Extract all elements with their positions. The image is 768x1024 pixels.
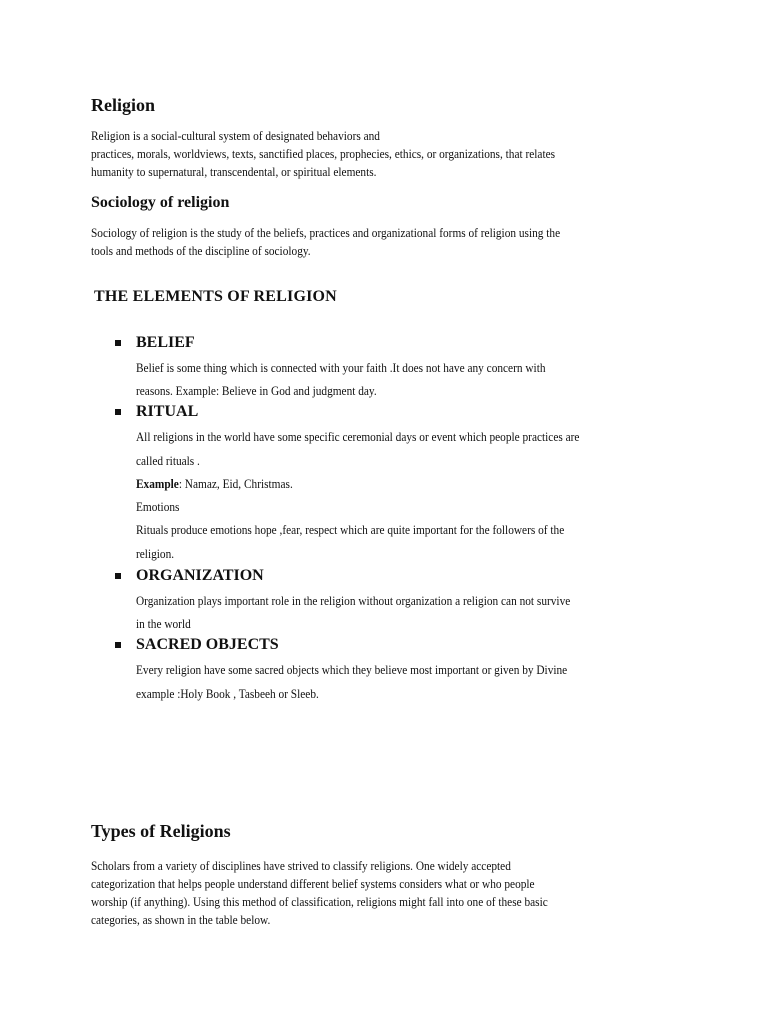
types-line-3: worship (if anything). Using this method of classification, religions might fall into one of these basic [91,895,548,909]
types-line-2: categorization that helps people understand different belief systems considers what or who people [91,877,535,891]
sociology-heading: Sociology of religion [91,194,230,211]
bullet-square-icon [115,409,121,415]
bullet-square-icon [115,642,121,648]
organization-line-1: Organization plays important role in the religion without organization a religion can not survive [136,594,571,608]
types-heading: Types of Religions [91,821,231,841]
bullet-square-icon [115,340,121,346]
ritual-example-line [136,473,293,496]
religion-line-1: Religion is a social-cultural system of designated behaviors and [91,129,380,143]
ritual-line-2: called rituals . [136,454,200,468]
bullet-square-icon [115,573,121,579]
sacred-objects-line-2: example :Holy Book , Tasbeeh or Sleeb. [136,687,319,701]
ritual-line-1: All religions in the world have some specific ceremonial days or event which people practices are [136,430,580,444]
sacred-objects-line-1: Every religion have some sacred objects which they believe most important or given by Divine [136,663,568,677]
religion-heading: Religion [91,95,156,115]
organization-line-2: in the world [136,617,191,631]
emotions-line-1: Rituals produce emotions hope ,fear, respect which are quite important for the followers of the [136,523,565,537]
belief-title: BELIEF [136,334,195,351]
emotions-line-2: religion. [136,547,175,561]
ritual-title: RITUAL [136,403,199,420]
types-line-1: Scholars from a variety of disciplines have strived to classify religions. One widely accepted [91,859,511,873]
types-line-4: categories, as shown in the table below. [91,913,271,927]
organization-title: ORGANIZATION [136,567,264,584]
sociology-line-1: Sociology of religion is the study of the beliefs, practices and organizational forms of religion using the [91,226,561,240]
religion-line-3: humanity to supernatural, transcendental, or spiritual elements. [91,165,377,179]
sociology-line-2: tools and methods of the discipline of sociology. [91,244,311,258]
belief-line-2: reasons. Example: Believe in God and judgment day. [136,384,377,398]
belief-line-1: Belief is some thing which is connected with your faith .It does not have any concern with [136,361,546,375]
emotions-label: Emotions [136,500,180,514]
example-text: : Namaz, Eid, Christmas. [178,477,293,491]
sacred-objects-title: SACRED OBJECTS [136,636,279,653]
religion-line-2: practices, morals, worldviews, texts, sanctified places, prophecies, ethics, or organizations, that relates [91,147,556,161]
example-label: Example [136,477,179,491]
elements-heading: THE ELEMENTS OF RELIGION [94,288,337,305]
